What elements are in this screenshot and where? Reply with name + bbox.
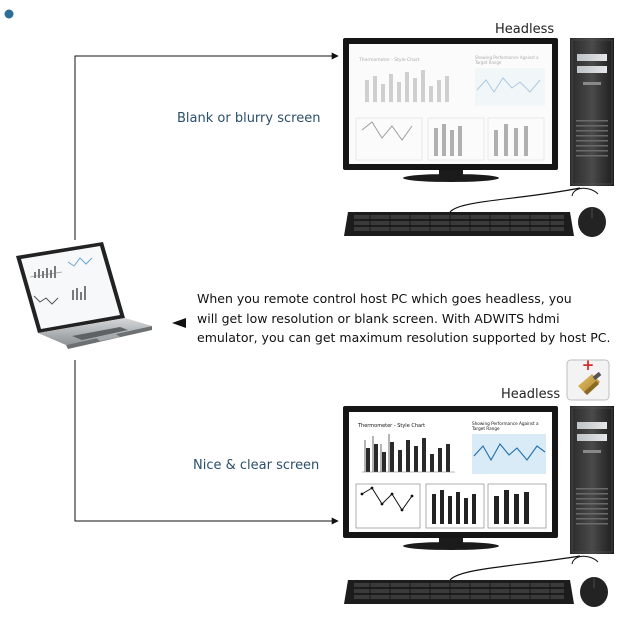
svg-text:Target Range: Target Range [475, 60, 502, 65]
plus-icon: + [581, 356, 595, 374]
top-status-label: Blank or blurry screen [177, 111, 321, 126]
laptop-icon [16, 242, 152, 349]
bottom-keyboard-icon [344, 556, 580, 604]
bottom-connector-arrow [75, 360, 338, 521]
bottom-mouse-icon [572, 556, 608, 607]
description-text [197, 289, 611, 348]
bottom-status-label: Nice & clear screen [193, 458, 320, 473]
top-host-title: Headless [495, 22, 555, 37]
top-mouse-icon [572, 188, 606, 237]
bottom-host-title: Headless [501, 387, 561, 402]
bottom-monitor-icon [343, 406, 558, 550]
top-monitor-icon [343, 38, 558, 182]
description-line: will get low resolution or blank screen. With ADWITS hdmi [197, 310, 560, 326]
svg-text:Thermometer - Style Chart: Thermometer - Style Chart [359, 58, 420, 63]
top-keyboard-icon [344, 188, 580, 236]
top-desktop-tower-icon [570, 38, 614, 186]
svg-text:Target Range: Target Range [472, 426, 500, 431]
bullet-dot-icon [5, 10, 14, 19]
svg-text:Showing Performance Against a: Showing Performance Against a [475, 55, 539, 60]
top-connector-arrow [75, 56, 338, 240]
bottom-desktop-tower-icon [570, 406, 614, 554]
svg-text:Thermometer - Style Chart: Thermometer - Style Chart [358, 423, 426, 429]
arrow-left-icon [172, 318, 186, 328]
description-line: emulator, you can get maximum resolution supported by host PC. [197, 330, 611, 345]
description-line: When you remote control host PC which goes headless, you [197, 291, 572, 306]
svg-text:Showing Performance Against a: Showing Performance Against a [472, 421, 539, 426]
